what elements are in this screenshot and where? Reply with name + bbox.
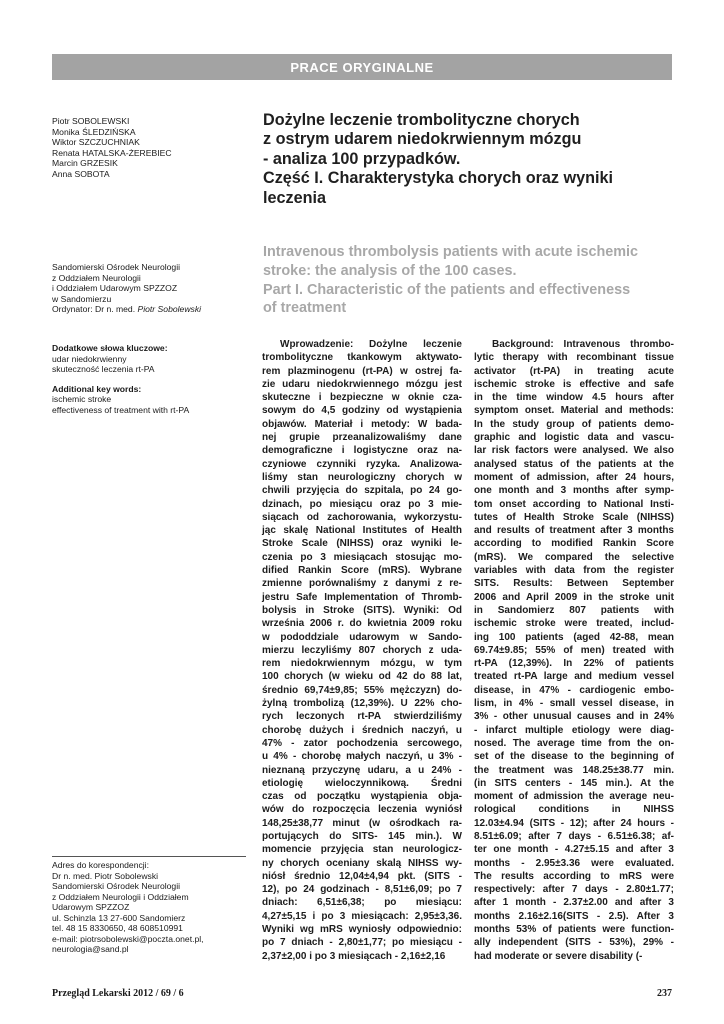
affiliation-line: w Sandomierzu: [52, 293, 112, 304]
abstract-line: 12), po 24 godzinach - 8,51±6,09; po 7: [262, 884, 462, 896]
abstract-line: ing 100 patients (aged 42-88, mean: [474, 631, 674, 643]
abstract-line: średnio 69,74±9,85; 55% mężczyzn) do-: [262, 684, 462, 696]
abstract-line: Stroke Scale (NIHSS) oraz wyniki le-: [262, 538, 462, 550]
keywords: [52, 343, 248, 415]
abstract-line: disease, in 47% - cardiogenic embo-: [474, 684, 674, 696]
abstract-line: siącach od zachorowania, wykorzystu-: [262, 511, 462, 523]
abstract-line: months 2.16±2.16(SITS - 2.5). After 3: [474, 910, 674, 922]
abstract-line: rem niedokrwiennym mózgu, w tym: [262, 658, 462, 670]
author-name: Monika ŚLEDZIŃSKA: [52, 126, 136, 137]
abstract-line: 4,27±5,15 i po 3 miesiącach: 2,95±3,36.: [262, 910, 462, 922]
abstract-line: 2,37±2,00 i po 3 miesiącach - 2,16±2,16: [262, 950, 446, 962]
abstract-line: czas od początku wystąpienia obja-: [262, 791, 462, 803]
abstract-line: rt-PA (12,39%). In 22% of patients: [474, 658, 674, 670]
abstract-line: czenia po 3 miesiącach stosując mo-: [262, 551, 462, 563]
abstract-line: rological conditions in NIHSS: [474, 804, 674, 816]
abstract-line: zmienne porównaliśmy z danymi z re-: [262, 578, 462, 590]
abstract-line: symptom onset. Material and methods:: [474, 405, 674, 417]
abstract-line: jestru Safe Implementation of Thromb-: [262, 591, 462, 603]
abstract-line: tom onset according to National Insti-: [474, 498, 674, 510]
abstract-line: ischemic stroke were treated, includ-: [474, 618, 674, 630]
title-pl-line: - analiza 100 przypadków.: [263, 149, 461, 168]
abstract-line: had moderate or severe disability (-: [474, 950, 643, 962]
affiliation-line: Sandomierski Ośrodek Neurologii: [52, 262, 181, 272]
author-list: [52, 116, 248, 179]
abstract-line: In the study group of patients demo-: [474, 418, 674, 430]
abstract-line: portujących do SITS- 145 min.). W: [262, 830, 462, 842]
title-polish: [263, 111, 683, 208]
keyword-en: effectiveness of treatment with rt-PA: [52, 404, 190, 415]
correspondence-line: tel. 48 15 8330650, 48 608510991: [52, 923, 183, 933]
abstract-line: ter one month - 4.27±5.15 and after 3: [474, 844, 674, 856]
abstract-line: (mRS). We compared the selective: [474, 551, 674, 563]
abstract-line: demograficzne i logistyczne oraz na-: [262, 445, 462, 457]
correspondence-line: e-mail: piotrsobolewski@poczta.onet.pl,: [52, 933, 204, 944]
abstract-line: 148,25±38,77 minut (w ośrodkach ra-: [262, 817, 462, 829]
author-name: Anna SOBOTA: [52, 168, 110, 179]
author-name: Marcin GRZESIK: [52, 158, 118, 168]
abstract-line: - infarct multiple etiology were diag-: [474, 724, 674, 736]
title-en-line: Part I. Characteristic of the patients and effectiveness: [263, 281, 631, 298]
abstract-line: lytic therapy with recombinant tissue: [474, 352, 674, 364]
affiliation-line: i Oddziałem Udarowym SPZZOZ: [52, 283, 178, 293]
abstract-line: analysed status of the patients at the: [474, 458, 674, 470]
abstract-line: sowym do 4,5 godziny od wystąpienia: [262, 405, 462, 417]
abstract-line: SITS. Results: Between September: [474, 578, 674, 590]
title-pl-line: Część I. Charakterystyka chorych oraz wyniki: [263, 169, 613, 188]
abstract-line: tutes of Health Stroke Scale (NIHSS): [474, 511, 674, 523]
correspondence: [52, 860, 248, 955]
divider: [52, 856, 246, 857]
abstract-line: zie udaru niedokrwiennego mózgu jest: [262, 378, 462, 390]
correspondence-line: Dr n. med. Piotr Sobolewski: [52, 870, 159, 881]
abstract-line: nieznaną przyczynę udaru, a u 24% -: [262, 764, 462, 776]
abstract-line: września 2006 r. do kwietnia 2009 roku: [262, 618, 462, 630]
abstract-line: (in SITS centers - 145 min.). At the: [474, 777, 674, 789]
abstract-english: [474, 338, 674, 963]
abstract-line: one month and 3 months after symp-: [474, 485, 674, 497]
abstract-line: dzinach, po miesiącu oraz po 3 mie-: [262, 498, 462, 510]
abstract-line: 2006 and April 2009 in the stroke unit: [474, 591, 674, 603]
abstract-line: graphic and logistic data and vascu-: [474, 432, 674, 444]
abstract-line: respectively: after 7 days - 2.80±1.77;: [474, 884, 674, 896]
title-en-line: Intravenous thrombolysis patients with acute ischemic: [263, 244, 639, 260]
abstract-line: żylną trombolizą (12,39%). U 22% cho-: [262, 698, 462, 710]
abstract-line: after 1 month - 2.37±2.00 and after 3: [474, 897, 674, 909]
abstract-line: 100 chorych (w wieku od 42 do 88 lat,: [262, 671, 462, 683]
correspondence-line: Sandomierski Ośrodek Neurologii: [52, 881, 181, 891]
abstract-line: the treatment was 148.25±38.77 min.: [474, 764, 674, 776]
abstract-line: liśmy stan neurologiczny chorych w: [262, 471, 462, 483]
keyword-pl: udar niedokrwienny: [52, 353, 127, 364]
title-pl-line: leczenia: [263, 188, 326, 207]
abstract-line: The results according to mRS were: [474, 870, 674, 882]
abstract-line: Wyniki wg mRS wyniosły odpowiednio:: [262, 924, 462, 936]
abstract-line: po 7 dniach - 2,80±1,77; po miesiącu -: [262, 937, 462, 949]
abstract-polish: [262, 338, 462, 963]
abstract-line: ischemic stroke is effective and safe: [474, 378, 674, 390]
title-english: [263, 243, 683, 318]
abstract-line: rem plazminogenu (rt-PA) w ostrej fa-: [262, 365, 462, 377]
abstract-line: nosed. The average time from the on-: [474, 737, 674, 749]
title-pl-line: z ostrym udarem niedokrwiennym mózgu: [263, 130, 582, 149]
abstract-line: objawów. Materiał i metody: W bada-: [262, 418, 462, 430]
abstract-line: Wprowadzenie: Dożylne leczenie: [280, 339, 462, 350]
abstract-line: 3% - other unusual causes and in 24%: [474, 711, 674, 723]
abstract-line: etiologię wieloczynnikową. Średni: [262, 777, 462, 789]
abstract-line: in the time window 4.5 hours after: [474, 392, 674, 404]
abstract-line: moment of admission, after 24 hours,: [474, 471, 674, 483]
abstract-line: chwili przyjęcia do szpitala, po 24 go-: [262, 485, 462, 497]
keywords-en-heading: Additional key words:: [52, 383, 142, 394]
title-en-line: of treatment: [263, 300, 347, 317]
abstract-line: bolysis in Stroke (SITS). Wyniki: Od: [262, 604, 462, 616]
abstract-line: and results of treatment after 3 months: [474, 525, 674, 537]
abstract-line: 69.74±9.85; 55% of men) treated with: [474, 644, 674, 656]
affiliation-line: z Oddziałem Neurologii: [52, 272, 141, 283]
abstract-line: w pododdziale udarowym w Sando-: [262, 631, 462, 643]
abstract-line: ny chorych oceniany skalą NIHSS wy-: [262, 857, 462, 869]
abstract-line: set of the disease to the beginning of: [474, 751, 674, 763]
abstract-line: momencie przyjęcia stan neurologicz-: [262, 844, 462, 856]
title-en-line: stroke: the analysis of the 100 cases.: [263, 262, 517, 279]
abstract-line: moment of admission the average neu-: [474, 791, 674, 803]
abstract-line: 12.03±4.94 (SITS - 12); after 24 hours -: [474, 817, 674, 829]
correspondence-line: Adres do korespondencji:: [52, 860, 149, 870]
keyword-pl: skuteczność leczenia rt-PA: [52, 364, 155, 374]
affiliation: [52, 262, 248, 315]
abstract-line: lism, in 4% - small vessel disease, in: [474, 698, 674, 710]
abstract-line: months 53% of patients were function-: [474, 924, 674, 936]
abstract-line: trombolityczne tkankowym aktywato-: [262, 352, 462, 364]
abstract-line: chorobę dużych i średnich naczyń, u: [262, 724, 462, 736]
abstract-line: jąc skalę National Institutes of Health: [262, 525, 462, 537]
abstract-line: treated rt-PA large and medium vessel: [474, 671, 674, 683]
abstract-line: czyniowe czynniki ryzyka. Analizowa-: [262, 458, 462, 470]
journal-footer: Przegląd Lekarski 2012 / 69 / 6: [52, 988, 184, 999]
section-label: PRACE ORYGINALNE: [290, 59, 434, 75]
title-pl-line: Dożylne leczenie trombolityczne chorych: [263, 111, 580, 129]
abstract-line: months - 2.95±3.36 were evaluated.: [474, 857, 674, 869]
abstract-line: according to modified Rankin Score: [474, 538, 674, 550]
keywords-pl-heading: Dodatkowe słowa kluczowe:: [52, 343, 168, 353]
abstract-line: skuteczne i bezpieczne w oknie cza-: [262, 392, 462, 404]
abstract-line: lar risk factors were analysed. We also: [474, 445, 674, 457]
keyword-en: ischemic stroke: [52, 394, 112, 404]
section-banner: [52, 54, 672, 80]
abstract-line: mierzu leczyliśmy 807 chorych z uda-: [262, 644, 462, 656]
abstract-line: ally independent (SITS - 53%), 29% -: [474, 937, 674, 949]
abstract-line: Background: Intravenous thrombo-: [492, 339, 674, 350]
abstract-line: activator (rt-PA) in treating acute: [474, 365, 674, 377]
author-name: Renata HATALSKA-ŻEREBIEC: [52, 147, 172, 158]
abstract-line: u 4% - chorobę małych naczyń, u 3% -: [262, 751, 462, 763]
abstract-line: in Sandomierz 807 patients with: [474, 604, 674, 616]
abstract-line: 8.51±6.09; after 7 days - 6.51±6.38; af-: [474, 830, 674, 842]
correspondence-line: neurologia@sand.pl: [52, 944, 129, 954]
author-name: Piotr SOBOLEWSKI: [52, 116, 130, 126]
correspondence-line: Udarowym SPZZOZ: [52, 902, 130, 912]
abstract-line: dniach: 6,51±6,38; po miesiącu:: [262, 897, 462, 909]
department-head-name: Piotr Sobolewski: [137, 304, 202, 314]
correspondence-line: ul. Schinzla 13 27-600 Sandomierz: [52, 912, 186, 923]
abstract-line: variables with data from the register: [474, 565, 674, 577]
author-name: Wiktor SZCZUCHNIAK: [52, 137, 140, 147]
department-head: Ordynator: Dr n. med. Piotr Sobolewski: [52, 304, 202, 314]
abstract-line: rych leczonych rt-PA stwierdziliśmy: [262, 711, 462, 723]
abstract-line: 47% - zator pochodzenia sercowego,: [262, 737, 462, 749]
abstract-line: dified Rankin Score (mRS). Wybrane: [262, 565, 462, 577]
correspondence-line: z Oddziałem Neurologii i Oddziałem: [52, 891, 189, 902]
abstract-line: nej grupie przeanalizowaliśmy dane: [262, 432, 462, 444]
abstract-line: wów do rozpoczęcia leczenia wyniósł: [262, 804, 462, 816]
page-number: 237: [657, 988, 672, 999]
abstract-line: niósł średnio 12,04±4,94 pkt. (SITS -: [262, 870, 462, 882]
